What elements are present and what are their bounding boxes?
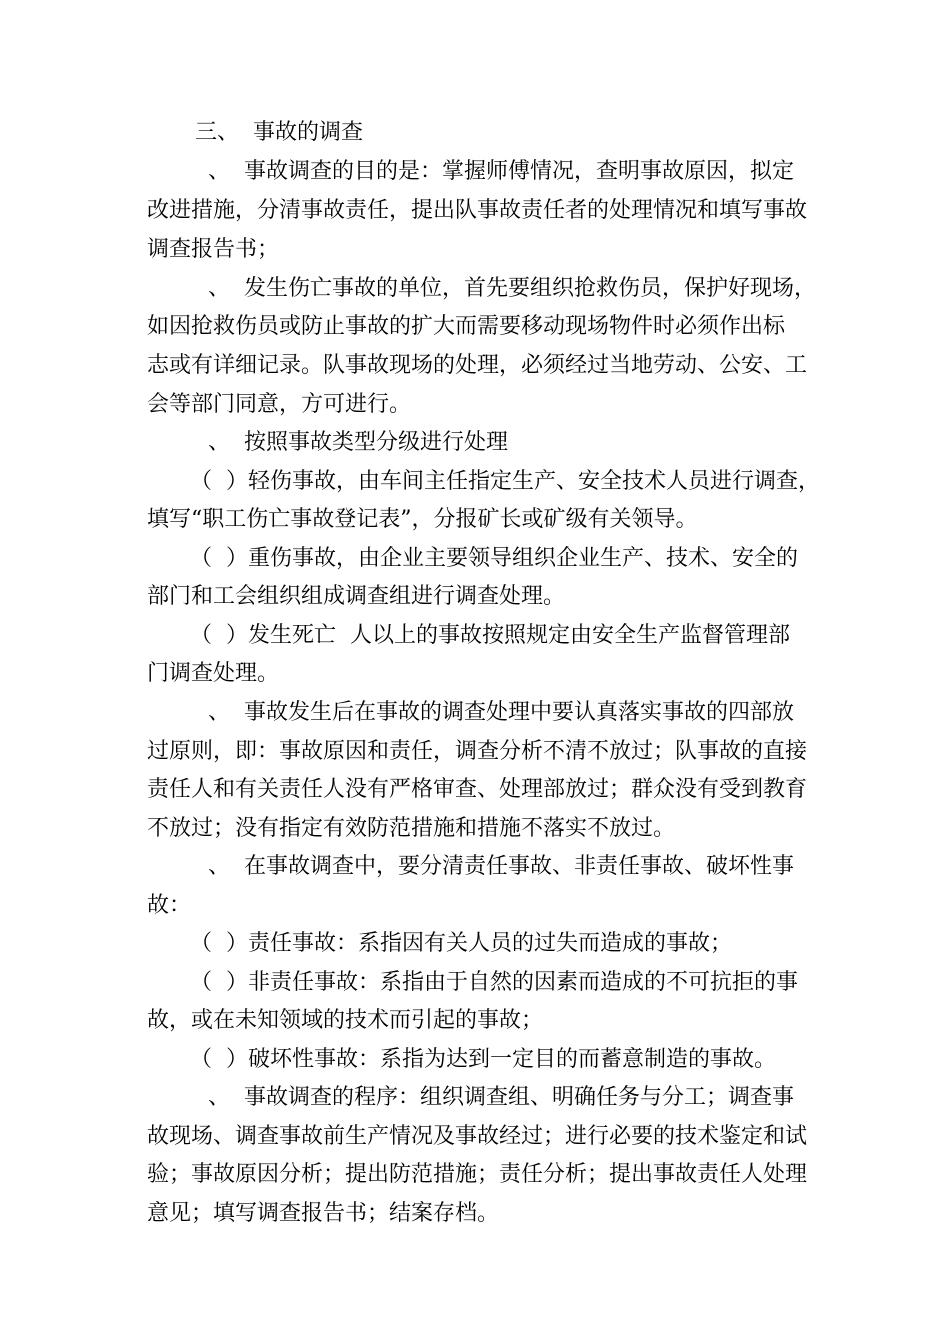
text-line: 责任人和有关责任人没有严格审查、处理部放过；群众没有受到教育 xyxy=(147,777,808,802)
text-line: 部门和工会组织组成调查组进行调查处理。 xyxy=(147,584,566,609)
text-line: 调查报告书； xyxy=(147,237,280,262)
text-line: 故： xyxy=(147,893,192,918)
text-line: 故现场、调查事故前生产情况及事故经过；进行必要的技术鉴定和试 xyxy=(147,1124,808,1149)
text-line: 改进措施，分清事故责任，提出队事故责任者的处理情况和填写事故 xyxy=(147,198,808,223)
text-line: （ ）发生死亡 人以上的事故按照规定由安全生产监督管理部 xyxy=(190,623,790,648)
text-line: 门调查处理。 xyxy=(147,661,280,686)
text-line: （ ）破坏性事故：系指为达到一定目的而蓄意制造的事故。 xyxy=(190,1047,776,1072)
text-line: （ ）轻伤事故，由车间主任指定生产、安全技术人员进行调查， xyxy=(190,469,820,494)
text-line: 、 事故调查的程序：组织调查组、明确任务与分工；调查事 xyxy=(208,1085,794,1110)
text-line: （ ）责任事故：系指因有关人员的过失而造成的事故； xyxy=(190,931,732,956)
text-line: 、 发生伤亡事故的单位，首先要组织抢救伤员，保护好现场， xyxy=(208,276,816,301)
text-line: 不放过；没有指定有效防范措施和措施不落实不放过。 xyxy=(147,816,676,841)
text-line: （ ）非责任事故：系指由于自然的因素而造成的不可抗拒的事 xyxy=(190,970,798,995)
text-line: 过原则，即：事故原因和责任，调查分析不清不放过；队事故的直接 xyxy=(147,739,808,764)
text-line: 如因抢救伤员或防止事故的扩大而需要移动现场物件时必须作出标 xyxy=(147,314,786,339)
text-line: （ ）重伤事故，由企业主要领导组织企业生产、技术、安全的 xyxy=(190,546,798,571)
text-line: 、 事故调查的目的是：掌握师傅情况，查明事故原因，拟定 xyxy=(208,159,794,184)
text-line: 会等部门同意，方可进行。 xyxy=(147,392,412,417)
text-line: 故，或在未知领域的技术而引起的事故； xyxy=(147,1008,544,1033)
text-line: 填写“职工伤亡事故登记表”，分报矿长或矿级有关领导。 xyxy=(147,507,698,532)
text-line: 、 事故发生后在事故的调查处理中要认真落实事故的四部放 xyxy=(208,700,794,725)
text-line: 、 按照事故类型分级进行处理 xyxy=(208,430,508,455)
text-line: 验；事故原因分析；提出防范措施；责任分析；提出事故责任人处理 xyxy=(147,1162,808,1187)
text-line: 意见；填写调查报告书；结案存档。 xyxy=(147,1201,500,1226)
section-heading: 三、 事故的调查 xyxy=(195,120,363,145)
text-line: 、 在事故调查中，要分清责任事故、非责任事故、破坏性事 xyxy=(208,854,794,879)
text-line: 志或有详细记录。队事故现场的处理，必须经过当地劳动、公安、工 xyxy=(147,353,808,378)
